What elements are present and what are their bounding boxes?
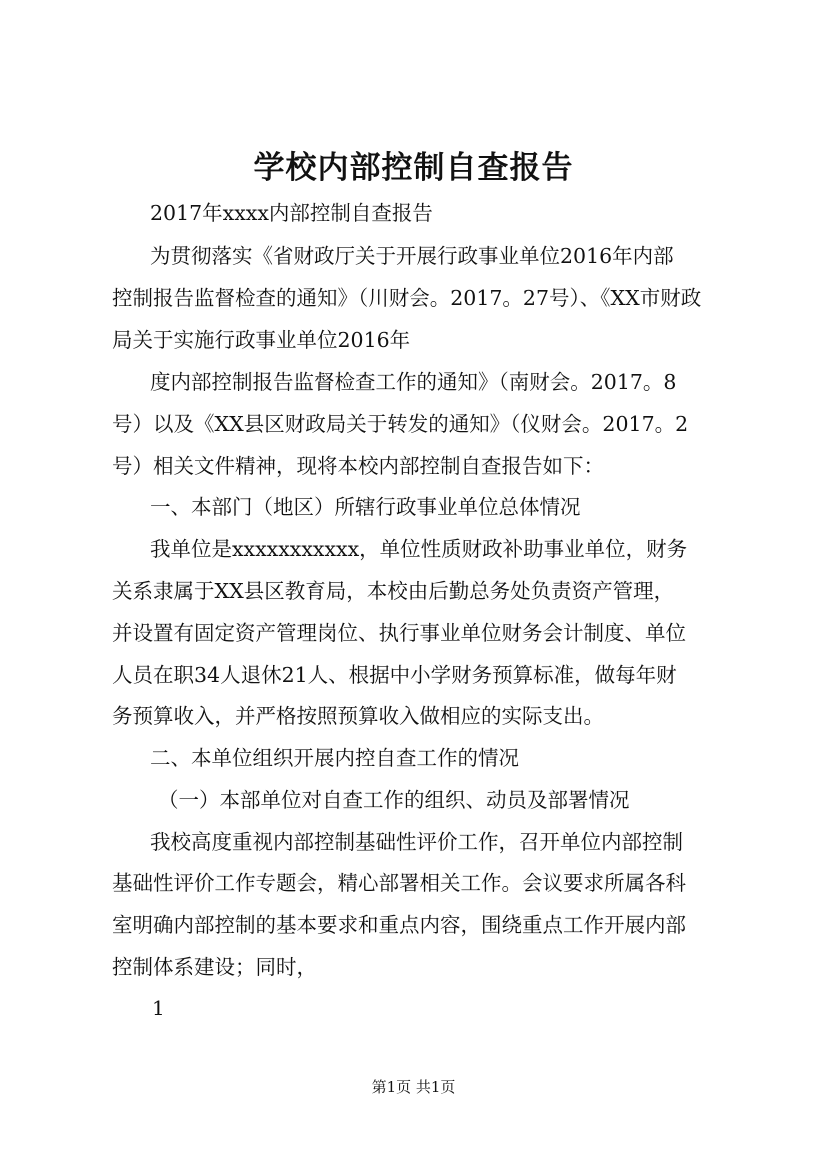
text-line: 务预算收入，并严格按照预算收入做相应的实际支出。: [112, 704, 604, 728]
text-line: 控制报告监督检查的通知》（川财会。2017。27号）、《XX市财政: [112, 286, 702, 310]
text-line: 控制体系建设；同时，: [112, 955, 317, 979]
text-line: 并设置有固定资产管理岗位、执行事业单位财务会计制度、单位: [112, 621, 686, 645]
text-line: 局关于实施行政事业单位2016年: [112, 328, 411, 352]
text-line: 度内部控制报告监督检查工作的通知》（南财会。2017。8: [150, 370, 677, 394]
text-line: 号）以及《XX县区财政局关于转发的通知》（仪财会。2017。2: [112, 412, 689, 436]
page-number: 1: [152, 996, 165, 1020]
document-title: 学校内部控制自查报告: [253, 150, 574, 186]
text-line: 为贯彻落实《省财政厅关于开展行政事业单位2016年内部: [150, 244, 674, 268]
page-footer: 第1页 共1页: [371, 1078, 456, 1096]
text-line: 我校高度重视内部控制基础性评价工作，召开单位内部控制: [150, 830, 683, 854]
text-line: 基础性评价工作专题会，精心部署相关工作。会议要求所属各科: [112, 871, 686, 895]
text-line: 人员在职34人退休21人、根据中小学财务预算标准，做每年财: [112, 663, 677, 687]
text-line: 号）相关文件精神，现将本校内部控制自查报告如下：: [112, 454, 604, 478]
text-line: 关系隶属于XX县区教育局，本校由后勤总务处负责资产管理，: [112, 579, 675, 603]
text-line: 我单位是xxxxxxxxxxx，单位性质财政补助事业单位，财务: [150, 537, 688, 561]
section-heading: 一、本部门（地区）所辖行政事业单位总体情况: [150, 495, 581, 519]
section-heading: 二、本单位组织开展内控自查工作的情况: [150, 746, 519, 770]
subsection-heading: （一）本部单位对自查工作的组织、动员及部署情况: [158, 788, 630, 812]
text-line: 2017年xxxx内部控制自查报告: [150, 201, 433, 225]
text-line: 室明确内部控制的基本要求和重点内容，围绕重点工作开展内部: [112, 913, 686, 937]
